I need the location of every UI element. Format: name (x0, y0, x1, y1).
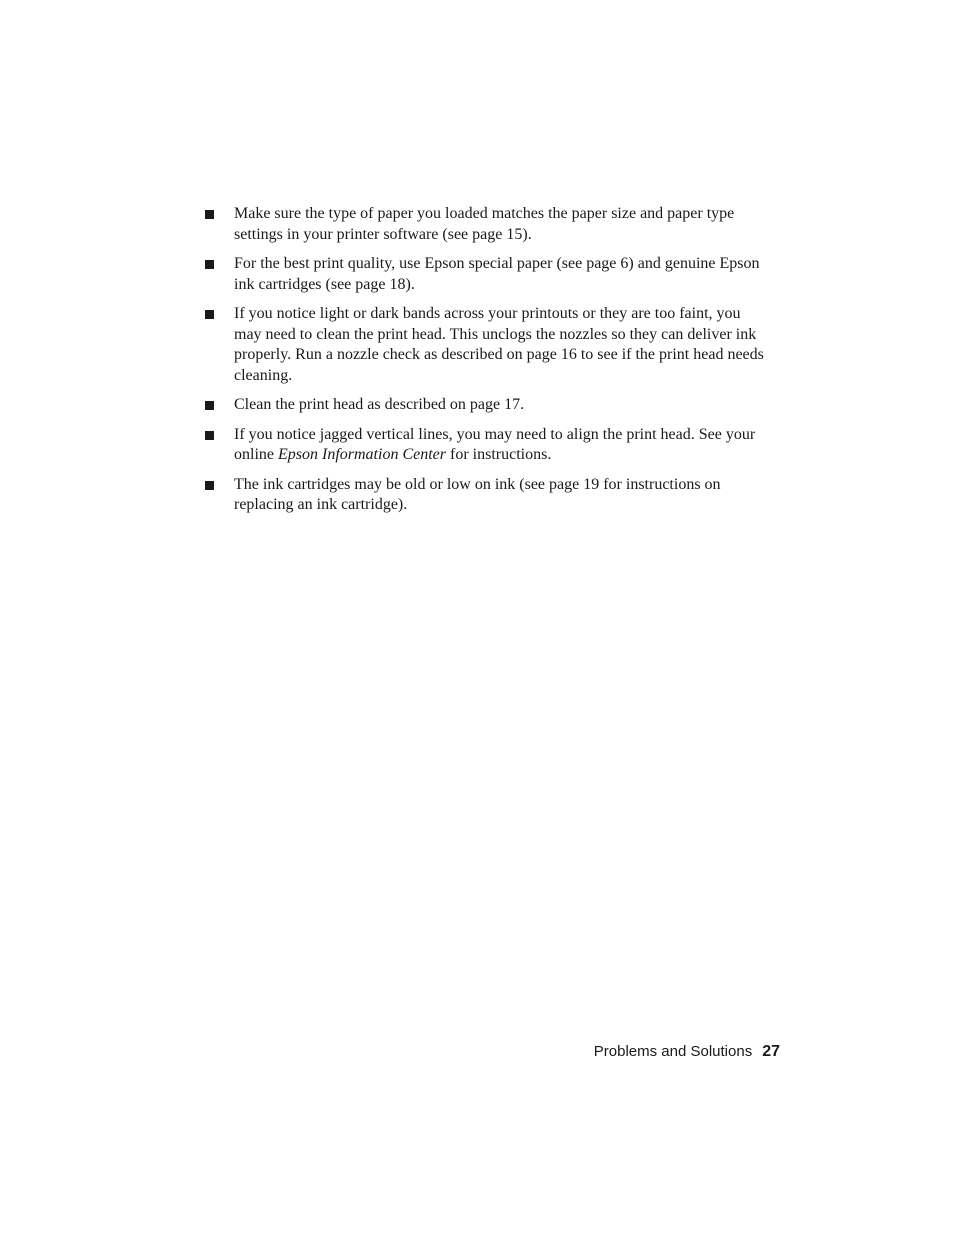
list-item-text: The ink cartridges may be old or low on ink (see page 19 for instructions on replacing an ink cartridge). (234, 475, 721, 513)
list-item-text: For the best print quality, use Epson special paper (see page 6) and genuine Epson ink cartridges (see page 18). (234, 255, 760, 293)
page-footer (594, 1041, 780, 1063)
square-bullet-icon (205, 210, 214, 219)
troubleshooting-list (205, 204, 765, 525)
list-item (205, 425, 765, 466)
square-bullet-icon (205, 310, 214, 319)
square-bullet-icon (205, 401, 214, 410)
list-item-text (234, 426, 755, 464)
list-item (205, 475, 765, 516)
list-item (205, 254, 765, 295)
list-item-text: Make sure the type of paper you loaded matches the paper size and paper type settings in your printer software (see page 15). (234, 205, 735, 243)
list-item-text-start: If you notice jagged vertical lines, you may need to align the print head. See your online (234, 425, 756, 463)
square-bullet-icon (205, 260, 214, 269)
list-item-text: If you notice light or dark bands across your printouts or they are too faint, you may need to clean the print head. This unclogs the nozzles so they can deliver ink properly. Run a nozzle check as described on page 16 to see if the print head needs cleaning. (234, 305, 764, 384)
square-bullet-icon (205, 431, 214, 440)
page-number: 27 (762, 1043, 780, 1060)
list-item (205, 304, 765, 386)
list-item-text-end: for instructions. (446, 446, 552, 463)
document-title-reference: Epson Information Center (278, 446, 446, 463)
list-item-text: Clean the print head as described on page 17. (234, 396, 525, 413)
square-bullet-icon (205, 481, 214, 490)
footer-section-title: Problems and Solutions (593, 1043, 753, 1060)
list-item (205, 204, 765, 245)
list-item (205, 395, 765, 416)
